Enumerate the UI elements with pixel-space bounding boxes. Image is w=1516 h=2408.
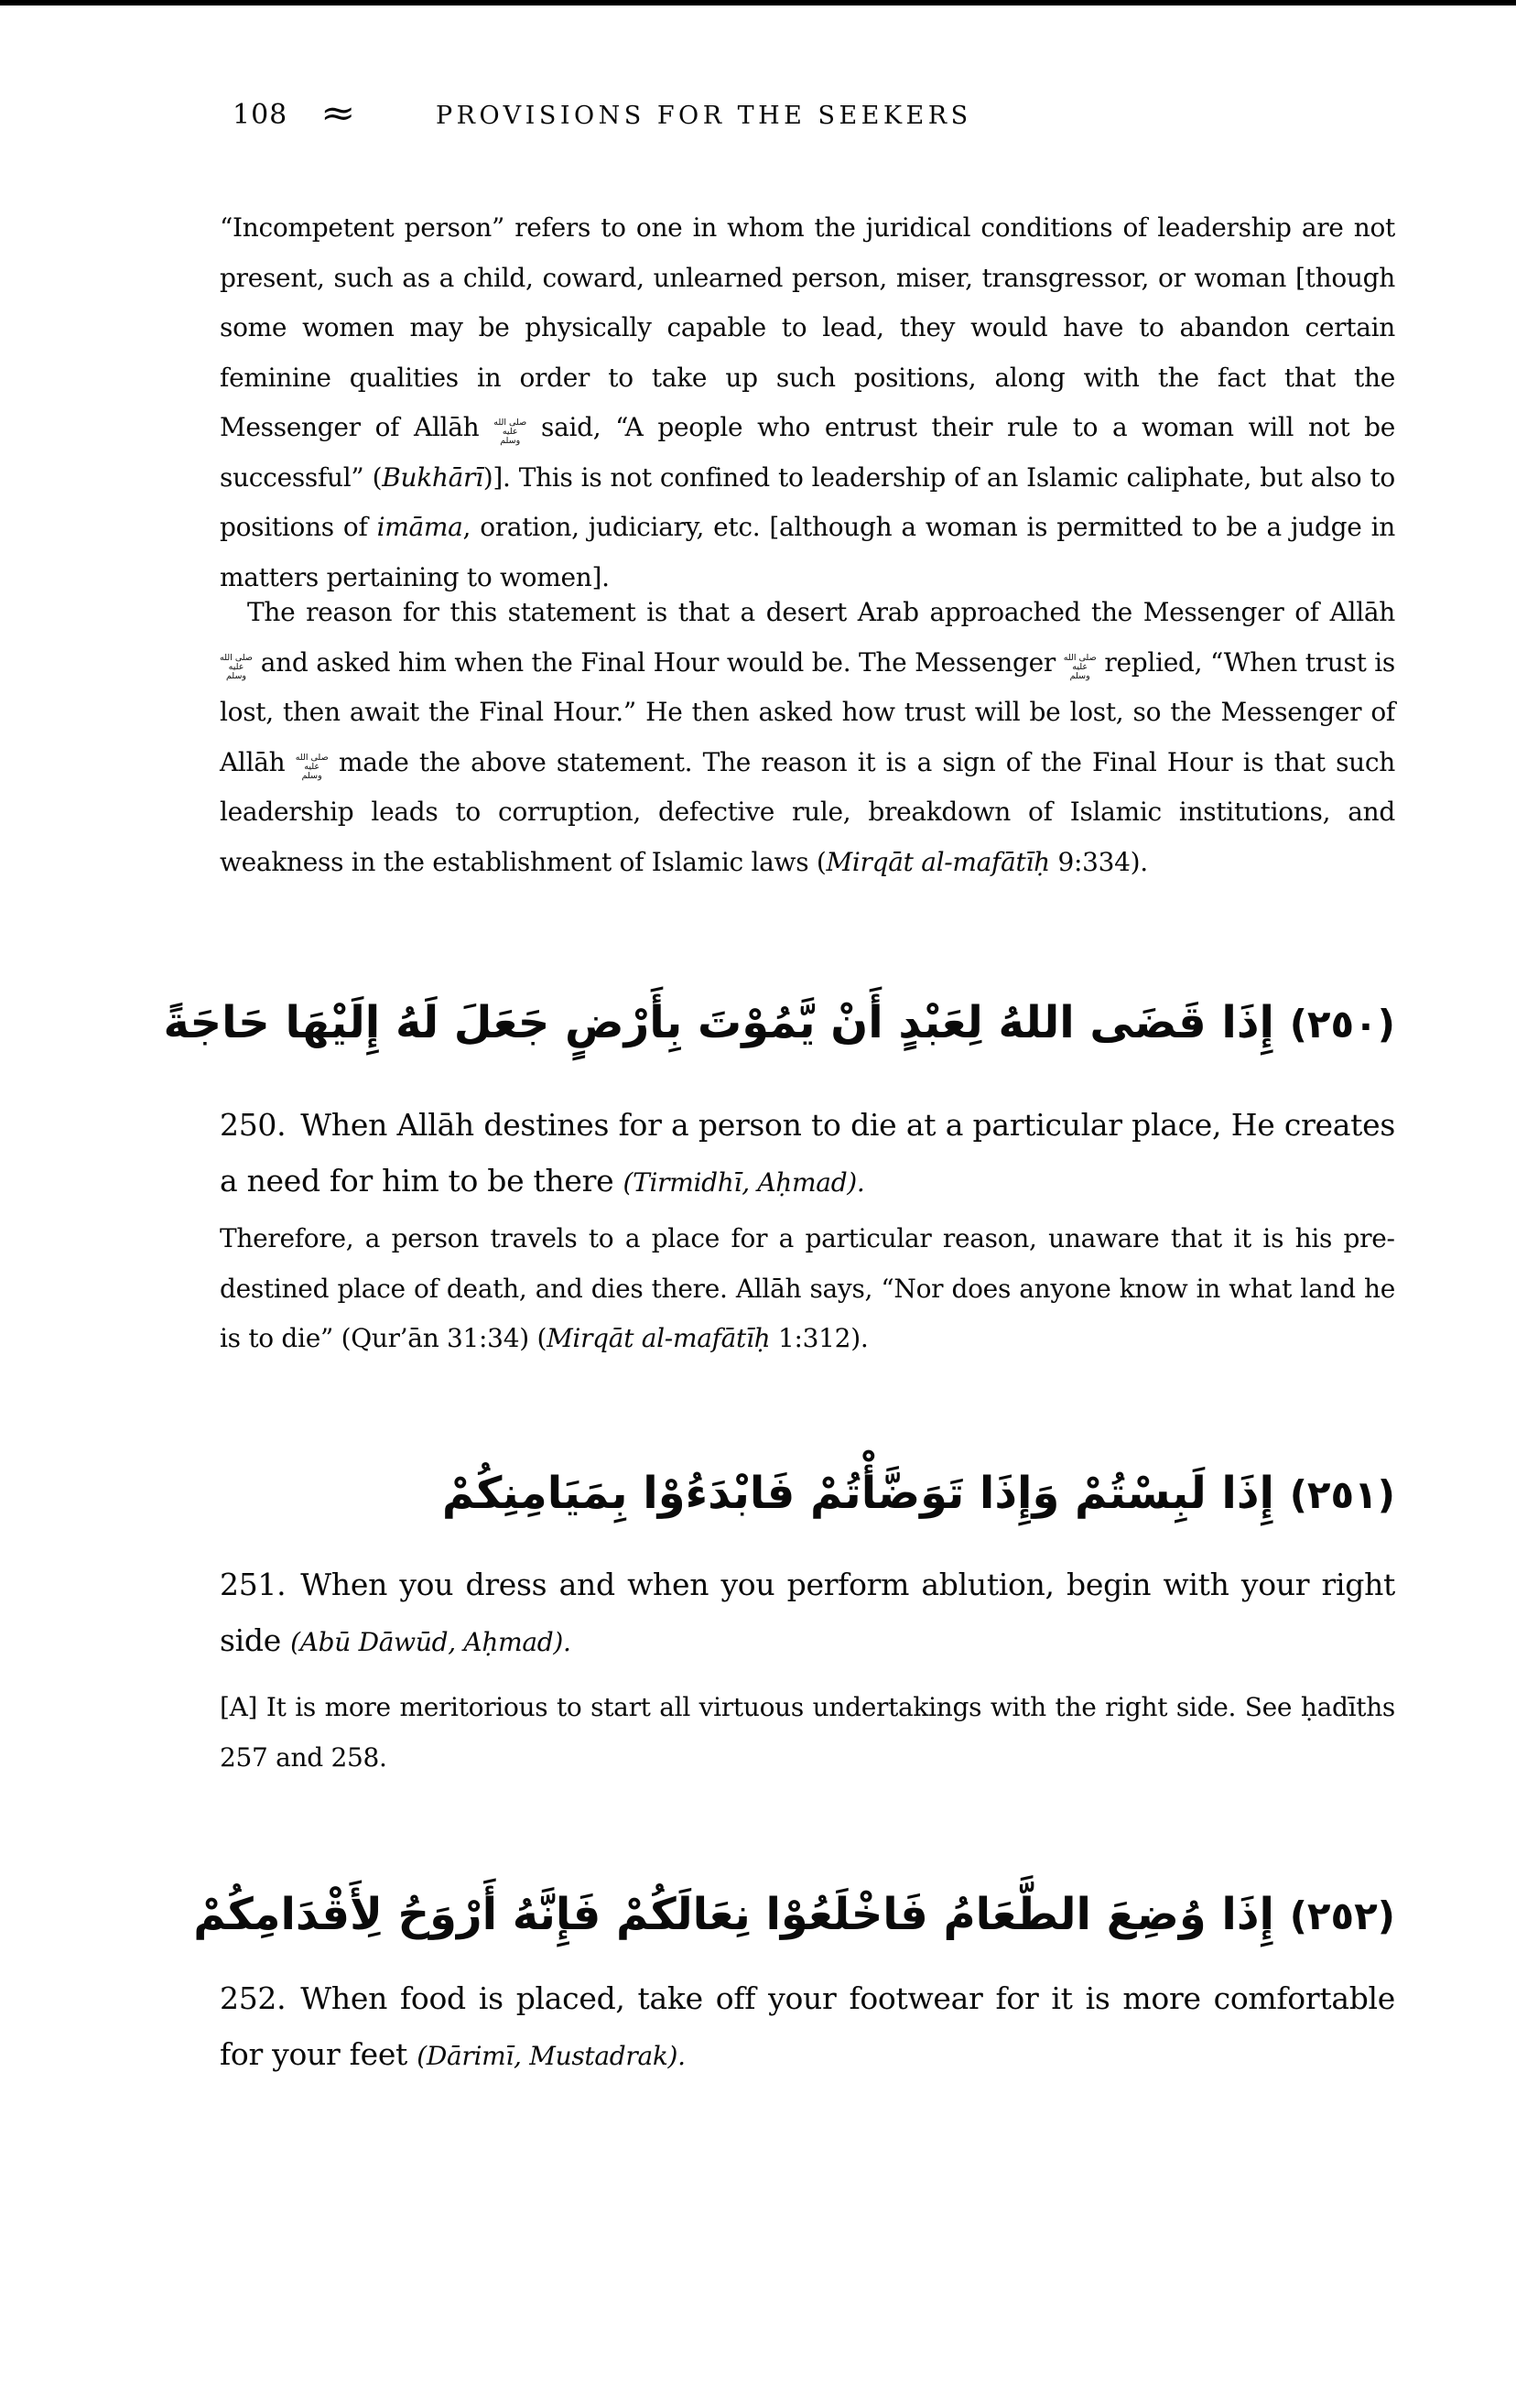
running-header — [0, 92, 1516, 134]
intro-2-text-d: made the above statement. The reason it is a sign of the Final Hour is that such leadership leads to corruption, defective rule, breakdown of Islamic institutions, and weakness in the establishment of Islamic laws ( — [220, 746, 1395, 877]
intro-1-text-b: said, “A people who entrust their rule to a woman will not be successful” ( — [220, 412, 1395, 493]
intro-1-text-d: , oration, judiciary, etc. [although a woman is permitted to be a judge in matters pertaining to women]. — [220, 512, 1395, 592]
intro-2-text-a: The reason for this statement is that a desert Arab approached the Messenger of Allāh — [247, 597, 1395, 627]
hadith-252-arabic-text: إِذَا وُضِعَ الطَّعَامُ فَاخْلَعُوْا نِعَالَكُمْ فَإِنَّهُ أَرْوَحُ لِأَقْدَامِكُمْ — [193, 1889, 1274, 1940]
source-mirqat: Mirqāt al-mafātīḥ — [826, 846, 1050, 877]
hadith-250-source: (Tirmidhī, Aḥmad). — [623, 1167, 865, 1198]
hadith-251-commentary — [220, 1683, 1395, 1783]
hadith-250-number-marker: (٢٥٠) — [1289, 1002, 1395, 1047]
hadith-252-translation — [220, 1970, 1395, 2084]
hadith-250-translation — [220, 1097, 1395, 1210]
hadith-250-translation-text: When Allāh destines for a person to die at a particular place, He creates a need for him to be there — [220, 1107, 1395, 1199]
term-imama: imāma — [376, 512, 463, 542]
header-ornament: ≈ — [320, 92, 356, 134]
hadith-251-commentary-text: [A] It is more meritorious to start all virtuous undertakings with the right side. See ḥadīths 257 and 258. — [220, 1692, 1395, 1773]
hadith-250-arabic-text: إِذَا قَضَى اللهُ لِعَبْدٍ أَنْ يَّمُوْتَ بِأَرْضٍ جَعَلَ لَهُ إِلَيْهَا حَاجَةً — [163, 997, 1274, 1048]
pbuh-honorific-symbol: صلى الله عليه وسلم — [493, 418, 527, 446]
hadith-251-number: 251. — [220, 1567, 287, 1602]
pbuh-honorific-symbol: صلى الله عليه وسلم — [295, 752, 329, 781]
hadith-251-source: (Abū Dāwūd, Aḥmad). — [290, 1627, 571, 1657]
hadith-250-number: 250. — [220, 1107, 287, 1143]
hadith-250-arabic — [163, 982, 1395, 1066]
hadith-252-arabic — [193, 1873, 1395, 1958]
hadith-252-translation-text: When food is placed, take off your footwear for it is more comfortable for your feet — [220, 1980, 1395, 2072]
hadith-250-commentary — [220, 1214, 1395, 1364]
hadith-251-translation-text: When you dress and when you perform ablution, begin with your right side — [220, 1567, 1395, 1658]
hadith-251-translation — [220, 1557, 1395, 1670]
scan-top-edge-line — [0, 0, 1516, 5]
source-bukhari: Bukhārī — [382, 461, 483, 493]
intro-1-text-a: “Incompetent person” refers to one in whom the juridical conditions of leadership are not present, such as a child, coward, unlearned person, miser, transgressor, or woman [though some women may be physically capable to lead, they would have to abandon certain feminine qualities in order to take up such positions, along with the fact that the Messenger of Allāh — [220, 212, 1395, 442]
intro-2-text-c: replied, “When trust is lost, then await the Final Hour.” He then asked how trust will be lost, so the Messenger of Allāh — [220, 646, 1395, 777]
intro-paragraph-2 — [220, 588, 1395, 887]
hadith-250-commentary-text-a: Therefore, a person travels to a place for a particular reason, unaware that it is his predestined place of death, and dies there. Allāh says, “Nor does anyone know in what land he is to die” (Qur’ān 31:34) ( — [220, 1223, 1395, 1353]
hadith-251-arabic — [220, 1452, 1395, 1536]
pbuh-honorific-symbol: صلى الله عليه وسلم — [220, 652, 253, 681]
pbuh-honorific-symbol: صلى الله عليه وسلم — [1063, 652, 1097, 681]
intro-1-text-c: )]. This is not confined to leadership of an Islamic caliphate, but also to positions of — [220, 461, 1395, 542]
book-title: PROVISIONS FOR THE SEEKERS — [436, 102, 972, 130]
intro-2-text-b: and asked him when the Final Hour would be. The Messenger — [253, 646, 1064, 678]
hadith-251-arabic-text: إِذَا لَبِسْتُمْ وَإِذَا تَوَضَّأْتُمْ فَابْدَءُوْا بِمَيَامِنِكُمْ — [441, 1468, 1274, 1519]
page-number: 108 — [233, 99, 288, 131]
intro-2-text-e: 9:334). — [1049, 846, 1148, 877]
hadith-252-number-marker: (٢٥٢) — [1289, 1893, 1395, 1938]
source-mirqat: Mirqāt al-mafātīḥ — [547, 1323, 771, 1353]
hadith-252-number: 252. — [220, 1980, 287, 2016]
intro-paragraph-1 — [220, 203, 1395, 602]
hadith-251-number-marker: (٢٥١) — [1289, 1472, 1395, 1517]
hadith-252-source: (Dārimī, Mustadrak). — [417, 2041, 686, 2071]
hadith-250-commentary-text-b: 1:312). — [770, 1323, 869, 1353]
